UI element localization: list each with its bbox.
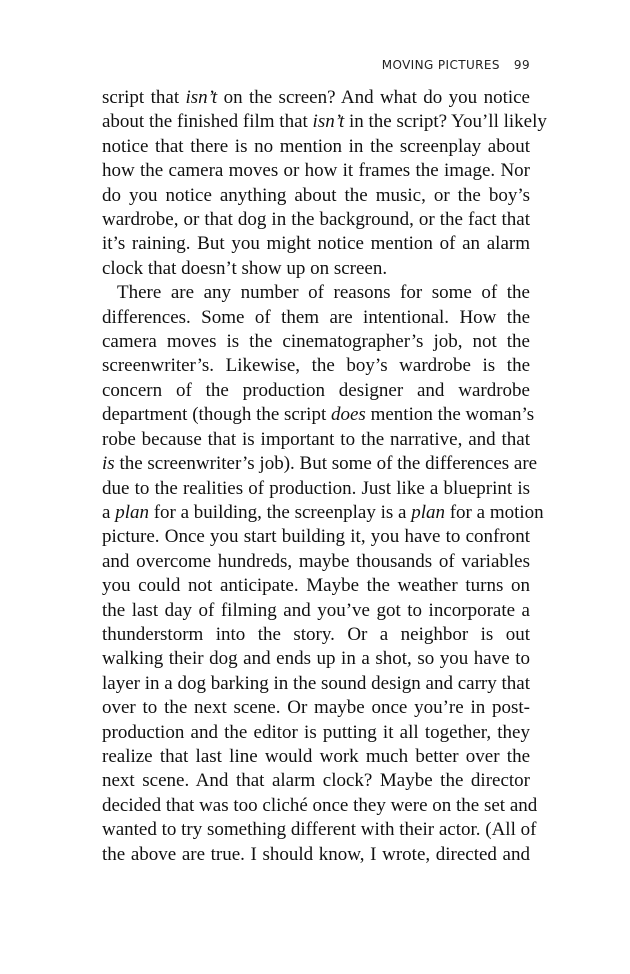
text-line: about the finished film that isn’t in the script? You’ll likely	[102, 111, 547, 133]
text-line: do you notice anything about the music, or the boy’s	[102, 184, 530, 206]
text-line: script that isn’t on the screen? And what do you notice	[102, 87, 530, 108]
text-line: realize that last line would work much better over the	[102, 745, 530, 767]
text-line: wardrobe, or that dog in the background, or the fact that	[102, 209, 530, 231]
text-line: and overcome hundreds, maybe thousands of variables	[102, 550, 530, 572]
text-line: differences. Some of them are intentional. How the	[102, 306, 530, 328]
text-line: due to the realities of production. Just like a blueprint is	[102, 477, 530, 499]
text-line: camera moves is the cinematographer’s job, not the	[102, 331, 530, 353]
text-line: wanted to try something different with their actor. (All of	[102, 819, 537, 841]
text-line: the last day of filming and you’ve got to incorporate a	[102, 599, 530, 621]
text-line: is the screenwriter’s job). But some of the differences are	[102, 453, 538, 475]
text-line: decided that was too cliché once they were on the set and	[102, 794, 538, 816]
text-line: you could not anticipate. Maybe the weather turns on	[102, 575, 530, 597]
text-line: picture. Once you start building it, you have to confront	[102, 526, 530, 548]
body-text	[102, 86, 547, 867]
page-number: 99	[513, 58, 530, 72]
text-line: screenwriter’s. Likewise, the boy’s wardrobe is the	[102, 355, 530, 377]
text-line: layer in a dog barking in the sound design and carry that	[102, 672, 530, 694]
text-line: concern of the production designer and wardrobe	[102, 379, 530, 401]
text-line: production and the editor is putting it all together, they	[102, 721, 530, 743]
text-line: clock that doesn’t show up on screen.	[102, 257, 388, 279]
text-line: next scene. And that alarm clock? Maybe the director	[102, 770, 530, 792]
text-line: notice that there is no mention in the screenplay about	[102, 135, 530, 157]
text-line: There are any number of reasons for some of the	[117, 282, 530, 304]
text-line: department (though the script does mention the woman’s	[102, 404, 535, 426]
text-line: robe because that is important to the narrative, and that	[102, 428, 530, 450]
text-line: how the camera moves or how it frames the image. Nor	[102, 160, 530, 182]
text-line: the above are true. I should know, I wrote, directed and	[102, 843, 530, 865]
text-line: walking their dog and ends up in a shot, so you have to	[102, 648, 530, 670]
text-line: a plan for a building, the screenplay is a plan for a motion	[102, 501, 544, 523]
text-line: over to the next scene. Or maybe once you’re in post-	[102, 697, 530, 719]
text-line: thunderstorm into the story. Or a neighbor is out	[102, 623, 530, 645]
running-head	[382, 58, 530, 72]
running-title: MOVING PICTURES	[381, 58, 500, 72]
text-line: it’s raining. But you might notice mention of an alarm	[102, 233, 530, 255]
